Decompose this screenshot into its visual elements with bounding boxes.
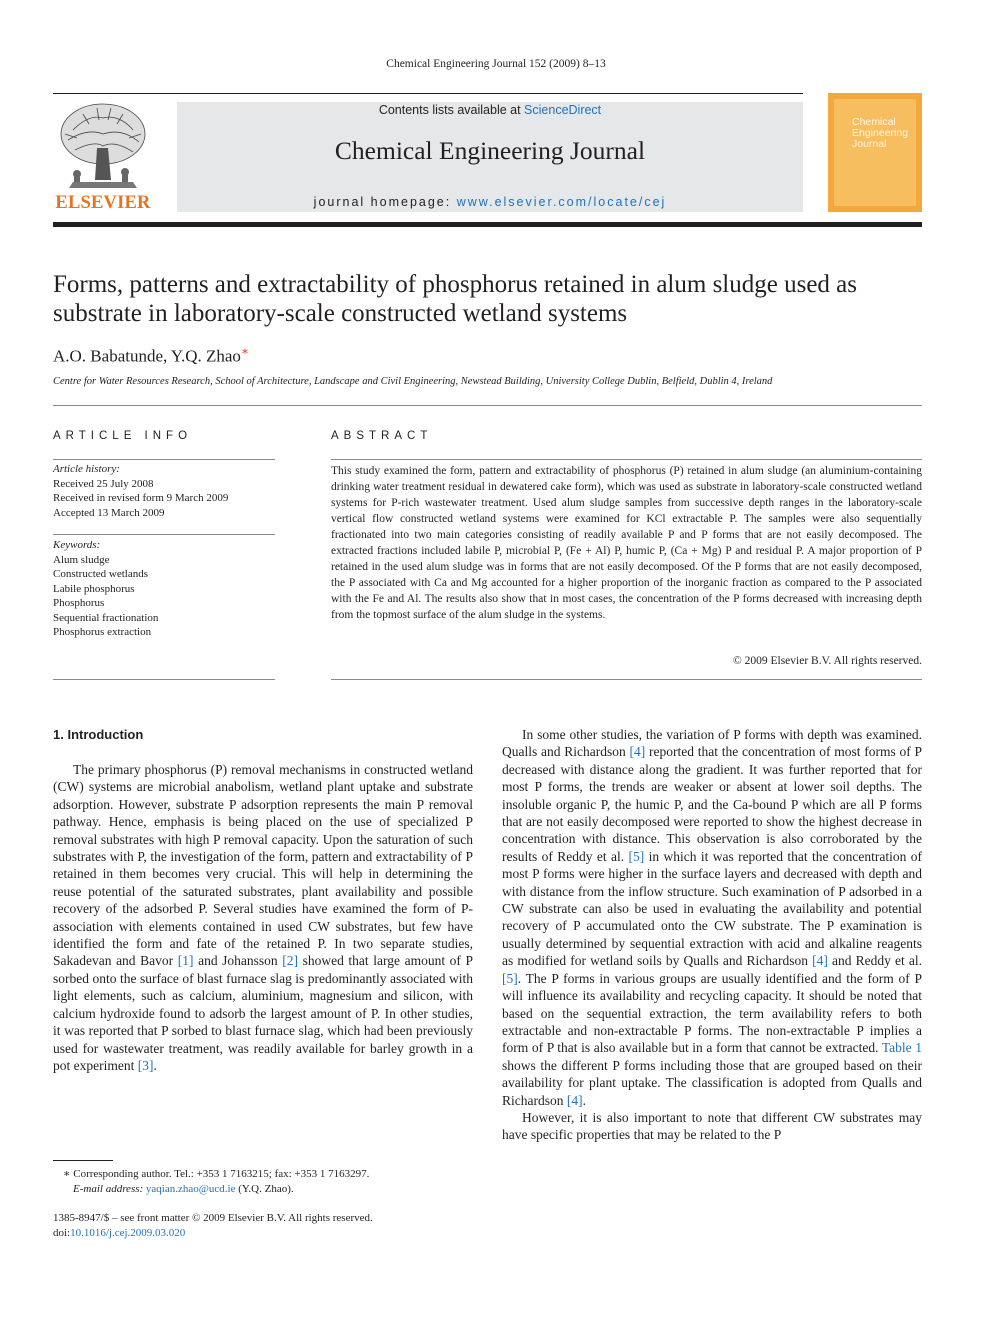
article-info-rule-mid (53, 534, 275, 535)
doi-line (53, 1226, 473, 1241)
email-link[interactable]: yaqian.zhao@ucd.ie (145, 1183, 236, 1195)
elsevier-wordmark: ELSEVIER (55, 193, 151, 213)
intro-paragraph (53, 761, 473, 1074)
issn-line: 1385-8947/$ – see front matter © 2009 Elsevier B.V. All rights reserved. (53, 1212, 373, 1224)
text-run: in which it was reported that the concentration of most P forms were higher in the surface layers and decreased with depth and with distance from the inflow structure. Such examination of P adsorbed in a CW substrate can also be used in evaluating the availability and potential recovery of P accumulated onto the CW substrate. The P examination is usually determined by sequential extraction with acid and alkaline reagents as modified for wetland soils by Qualls and Richardson (502, 848, 922, 969)
affiliation-rule (53, 405, 922, 406)
citation-link[interactable]: [5] (628, 848, 645, 864)
article-history (53, 462, 275, 520)
text-run: reported that the concentration of most forms of P decreased with distance along the gradient. It was further reported that for most P forms, the trends are weaker or absent at lower soil depths. The insoluble organic P, the humic P, and the Ca-bound P which are all P forms that are not easily decomposed were reported to show the highest decrease in concentration with distance. This observation is also corroborated by the results of Reddy et al. (502, 744, 922, 864)
citation-link[interactable]: [1] (177, 953, 194, 969)
header-top-rule (53, 93, 803, 94)
email-label: E-mail address: (73, 1183, 146, 1195)
homepage-line (177, 195, 803, 209)
text-run: The primary phosphorus (P) removal mechanisms in constructed wetland (CW) systems are microbial anabolism, wetland plant uptake and substrate adsorption. However, substrate P adsorption represents the main P removal pathway. Hence, emphasis is being placed on the use of specialized P removal substrates with high P removal capacity. Upon the saturation of such substrates with P, the investigation of the form, pattern and extractability of P retained in them becomes very crucial. This will help in determining the reuse potential of the saturated substrates, plant availability and possible recovery of the adsorbed P. Several studies have examined the form of P-association with elements contained in used CW substrates, but few have identified the form and fate of the retained P. In two separate studies, Sakadevan and Bavor (53, 762, 473, 969)
abstract-rule-bottom (331, 679, 922, 680)
abstract-text: This study examined the form, pattern and extractability of phosphorus (P) retained in alum sludge (an aluminium-containing drinking water treatment residual in dewatered cake form), which was used as substrate in laboratory-scale constructed wetland systems for P-rich wastewater treatment. Used alum sludge samples from successive depth ranges in the laboratory-scale vertical flow constructed wetland systems were examined for KCl extractable P. The samples were also sequentially fractionated into two main categories consisting of readily available P and P forms that are not easily decomposed. The extracted fractions included labile P, microbial P, (Fe + Al) P, humic P, (Ca + Mg) P and residual P. A major proportion of P retained in the used alum sludge was in forms that are not easily decomposed. Of the P forms that are not easily decomposed, the P associated with Ca and Mg accounted for a higher proportion of the inorganic fraction as compared to the P associated with the Fe and Al. The results also show that in most cases, the concentration of the P forms decreased with increasing depth from the topmost surface of the alum sludge in the systems. (331, 465, 922, 621)
header-bottom-rule (53, 222, 922, 227)
issn-block (53, 1211, 473, 1241)
article-info-heading: ARTICLE INFO (53, 430, 193, 442)
elsevier-logo[interactable] (53, 100, 153, 214)
corresponding-author-mark[interactable]: ∗ (240, 344, 250, 358)
homepage-prefix: journal homepage: (313, 195, 457, 209)
doi-link[interactable]: 10.1016/j.cej.2009.03.020 (70, 1227, 186, 1239)
sciencedirect-link[interactable]: ScienceDirect (524, 103, 602, 117)
introduction-heading: 1. Introduction (53, 727, 144, 742)
keyword-item: Labile phosphorus (53, 582, 135, 595)
journal-name: Chemical Engineering Journal (334, 136, 646, 165)
footnote-email-line (53, 1182, 473, 1197)
cover-title: Chemical Engineering Journal (852, 116, 909, 150)
abstract-rule-top (331, 459, 922, 460)
authors-names: A.O. Babatunde, Y.Q. Zhao (53, 346, 241, 366)
intro-column-left (53, 761, 473, 1074)
contents-prefix: Contents lists available at (378, 103, 525, 117)
abstract-copyright: © 2009 Elsevier B.V. All rights reserved. (733, 655, 922, 667)
tree-logo-icon (53, 100, 153, 192)
keyword-item: Phosphorus (53, 597, 105, 609)
keyword-item: Constructed wetlands (53, 568, 149, 580)
homepage-link[interactable]: www.elsevier.com/locate/cej (456, 195, 667, 209)
footnote-corresponding: Corresponding author. Tel.: +353 1 7163215; fax: +353 1 7163297. (70, 1168, 370, 1180)
keyword-item: Sequential fractionation (53, 611, 159, 624)
article-title: Forms, patterns and extractability of phosphorus retained in alum sludge used as substrate in laboratory-scale constructed wetland systems (53, 271, 857, 327)
text-run: showed that large amount of P sorbed onto the surface of blast furnace slag is predominantly associated with light elements, such as calcium, aluminium, magnesium and silicon, with calcium hydroxide found to adsorb the largest amount of P. In other studies, it was reported that P sorbed to blast furnace slag, which had been previously used for wastewater treatment, was readily available for barley growth in a pot experiment (53, 953, 473, 1073)
history-accepted: Accepted 13 March 2009 (53, 506, 165, 519)
footnote-rule (53, 1160, 113, 1161)
contents-line (177, 103, 803, 117)
text-run: and Reddy et al. (827, 953, 922, 969)
email-suffix: (Y.Q. Zhao). (235, 1183, 294, 1195)
journal-reference: Chemical Engineering Journal 152 (2009) 8–13 (386, 58, 606, 70)
keyword-item: Phosphorus extraction (53, 626, 152, 638)
journal-masthead (177, 102, 803, 212)
affiliation: Centre for Water Resources Research, School of Architecture, Landscape and Civil Engineering, Newstead Building, University College Dublin, Belfield, Dublin 4, Ireland (53, 376, 773, 387)
text-run: . (582, 1092, 586, 1108)
intro-paragraph (502, 726, 922, 1109)
citation-link[interactable]: [4] (812, 953, 828, 969)
history-label: Article history: (53, 463, 120, 475)
text-run: shows the different P forms including those that are grouped based on their availability for plant uptake. The classification is adopted from Qualls and Richardson (502, 1057, 922, 1108)
journal-cover-thumbnail[interactable] (828, 93, 922, 212)
citation-link[interactable]: [4] (566, 1092, 583, 1108)
intro-paragraph: However, it is also important to note that different CW substrates may have specific properties that may be related to the P (502, 1109, 922, 1143)
text-run: and Johansson (193, 953, 283, 969)
citation-link[interactable]: [2] (282, 953, 298, 969)
keywords-label: Keywords: (53, 539, 101, 551)
article-info-rule-bottom (53, 679, 275, 680)
author-list (53, 344, 249, 367)
text-run: . (153, 1057, 157, 1073)
article-info-rule-top (53, 459, 275, 460)
doi-label: doi: (53, 1227, 71, 1239)
keywords (53, 538, 275, 640)
citation-link[interactable]: [3] (137, 1057, 154, 1073)
footnote-line (53, 1167, 473, 1182)
corresponding-author-footnote (53, 1167, 473, 1197)
history-revised: Received in revised form 9 March 2009 (53, 492, 229, 504)
keyword-item: Alum sludge (53, 553, 110, 566)
text-run: In some other studies, the variation of P forms with depth was examined. Qualls and Richardson (502, 727, 922, 760)
abstract-heading: ABSTRACT (331, 430, 433, 442)
table-link[interactable]: Table 1 (881, 1040, 922, 1056)
footnote-mark: ∗ (63, 1168, 71, 1180)
citation-link[interactable]: [4] (629, 744, 646, 760)
text-run: . The P forms in various groups are usually identified and the form of P will influence its availability and recycling capacity. It should be noted that based on the sequential extraction, the term availability refers to both extractable and non-extractable P forms. The non-extractable P implies a form of P that is also available but in a form that cannot be extracted. (502, 970, 922, 1056)
intro-column-right (502, 726, 922, 1144)
history-received: Received 25 July 2008 (53, 477, 154, 490)
citation-link[interactable]: [5] (502, 970, 518, 986)
